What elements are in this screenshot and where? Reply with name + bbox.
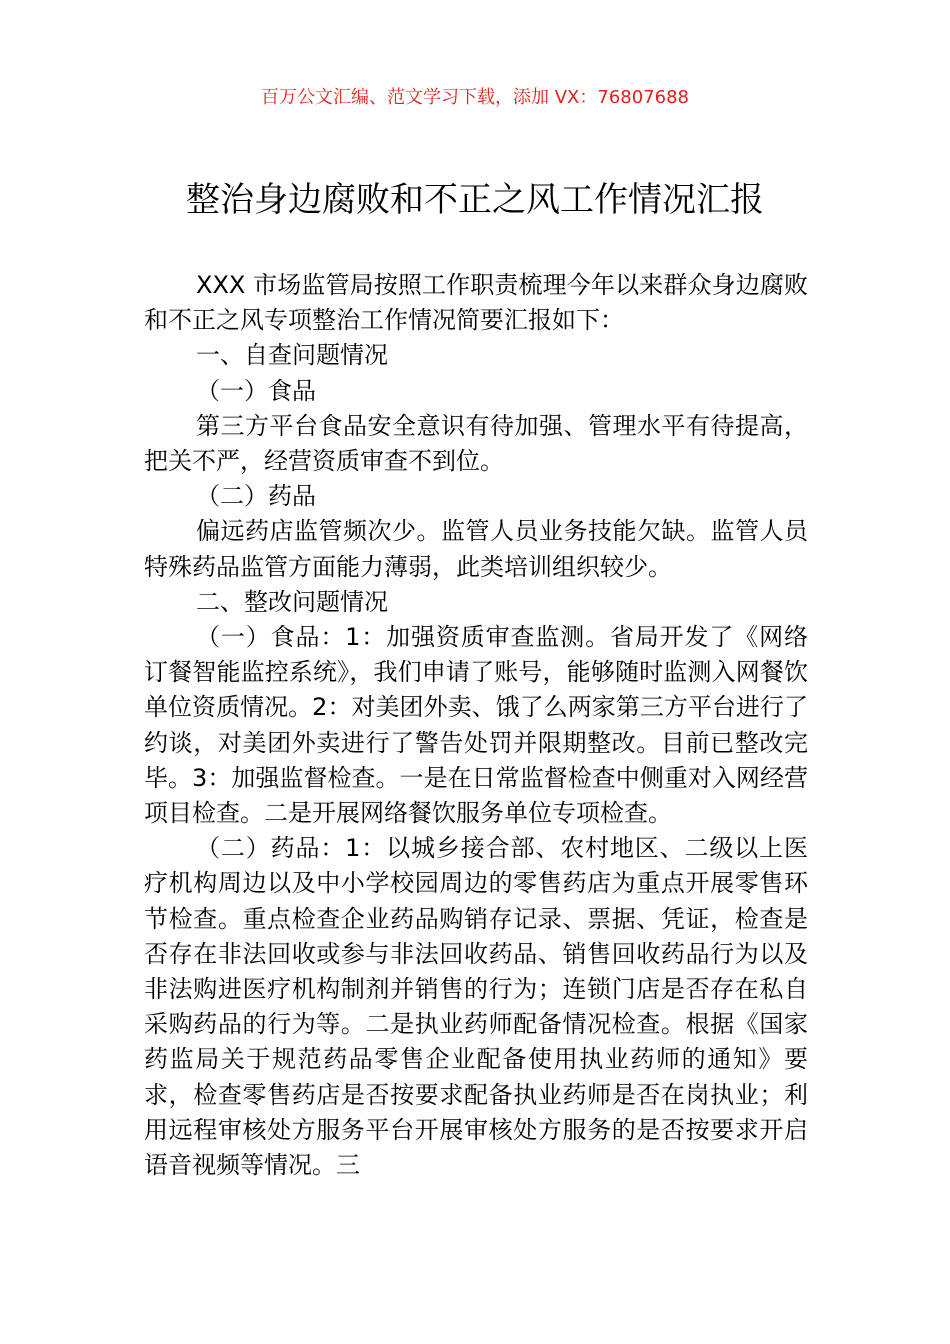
subheading-food: （一）食品 xyxy=(196,376,316,405)
paragraph-food-issues: 第三方平台食品安全意识有待加强、管理水平有待提高，把关不严，经营资质审查不到位。 xyxy=(144,411,808,476)
subheading-drugs: （二）药品 xyxy=(196,482,316,511)
heading-self-inspection: 一、自查问题情况 xyxy=(196,341,388,370)
paragraph-food-rectification: （一）食品：1：加强资质审查监测。省局开发了《网络订餐智能监控系统》，我们申请了账号，能够随时监测入网餐饮单位资质情况。2：对美团外卖、饿了么两家第三方平台进行了约谈，对美团外卖进行了警告处罚并限期整改。目前已整改完毕。3：加强监督检查。一是在日常监督检查中侧重对入网经营项目检查。二是开展网络餐饮服务单位专项检查。 xyxy=(144,623,808,828)
paragraph-drug-issues: 偏远药店监管频次少。监管人员业务技能欠缺。监管人员特殊药品监管方面能力薄弱，此类培训组织较少。 xyxy=(144,517,808,581)
header-note: 百万公文汇编、范文学习下载，添加 VX：76807688 xyxy=(261,87,689,108)
document-title: 整治身边腐败和不正之风工作情况汇报 xyxy=(186,180,764,220)
paragraph-drug-rectification: （二）药品：1：以城乡接合部、农村地区、二级以上医疗机构周边以及中小学校园周边的零售药店为重点开展零售环节检查。重点检查企业药品购销存记录、票据、凭证，检查是否存在非法回收或参与非法回收药品、销售回收药品行为以及非法购进医疗机构制剂并销售的行为；连锁门店是否存在私自采购药品的行为等。二是执业药师配备情况检查。根据《国家药监局关于规范药品零售企业配备使用执业药师的通知》要求，检查零售药店是否按要求配备执业药师是否在岗执业；利用远程审核处方服务平台开展审核处方服务的是否按要求开启语音视频等情况。三 xyxy=(144,834,808,1180)
heading-rectification: 二、整改问题情况 xyxy=(196,587,388,616)
paragraph-intro: XXX 市场监管局按照工作职责梳理今年以来群众身边腐败和不正之风专项整治工作情况简要汇报如下： xyxy=(144,271,808,335)
document-body xyxy=(144,268,808,1183)
